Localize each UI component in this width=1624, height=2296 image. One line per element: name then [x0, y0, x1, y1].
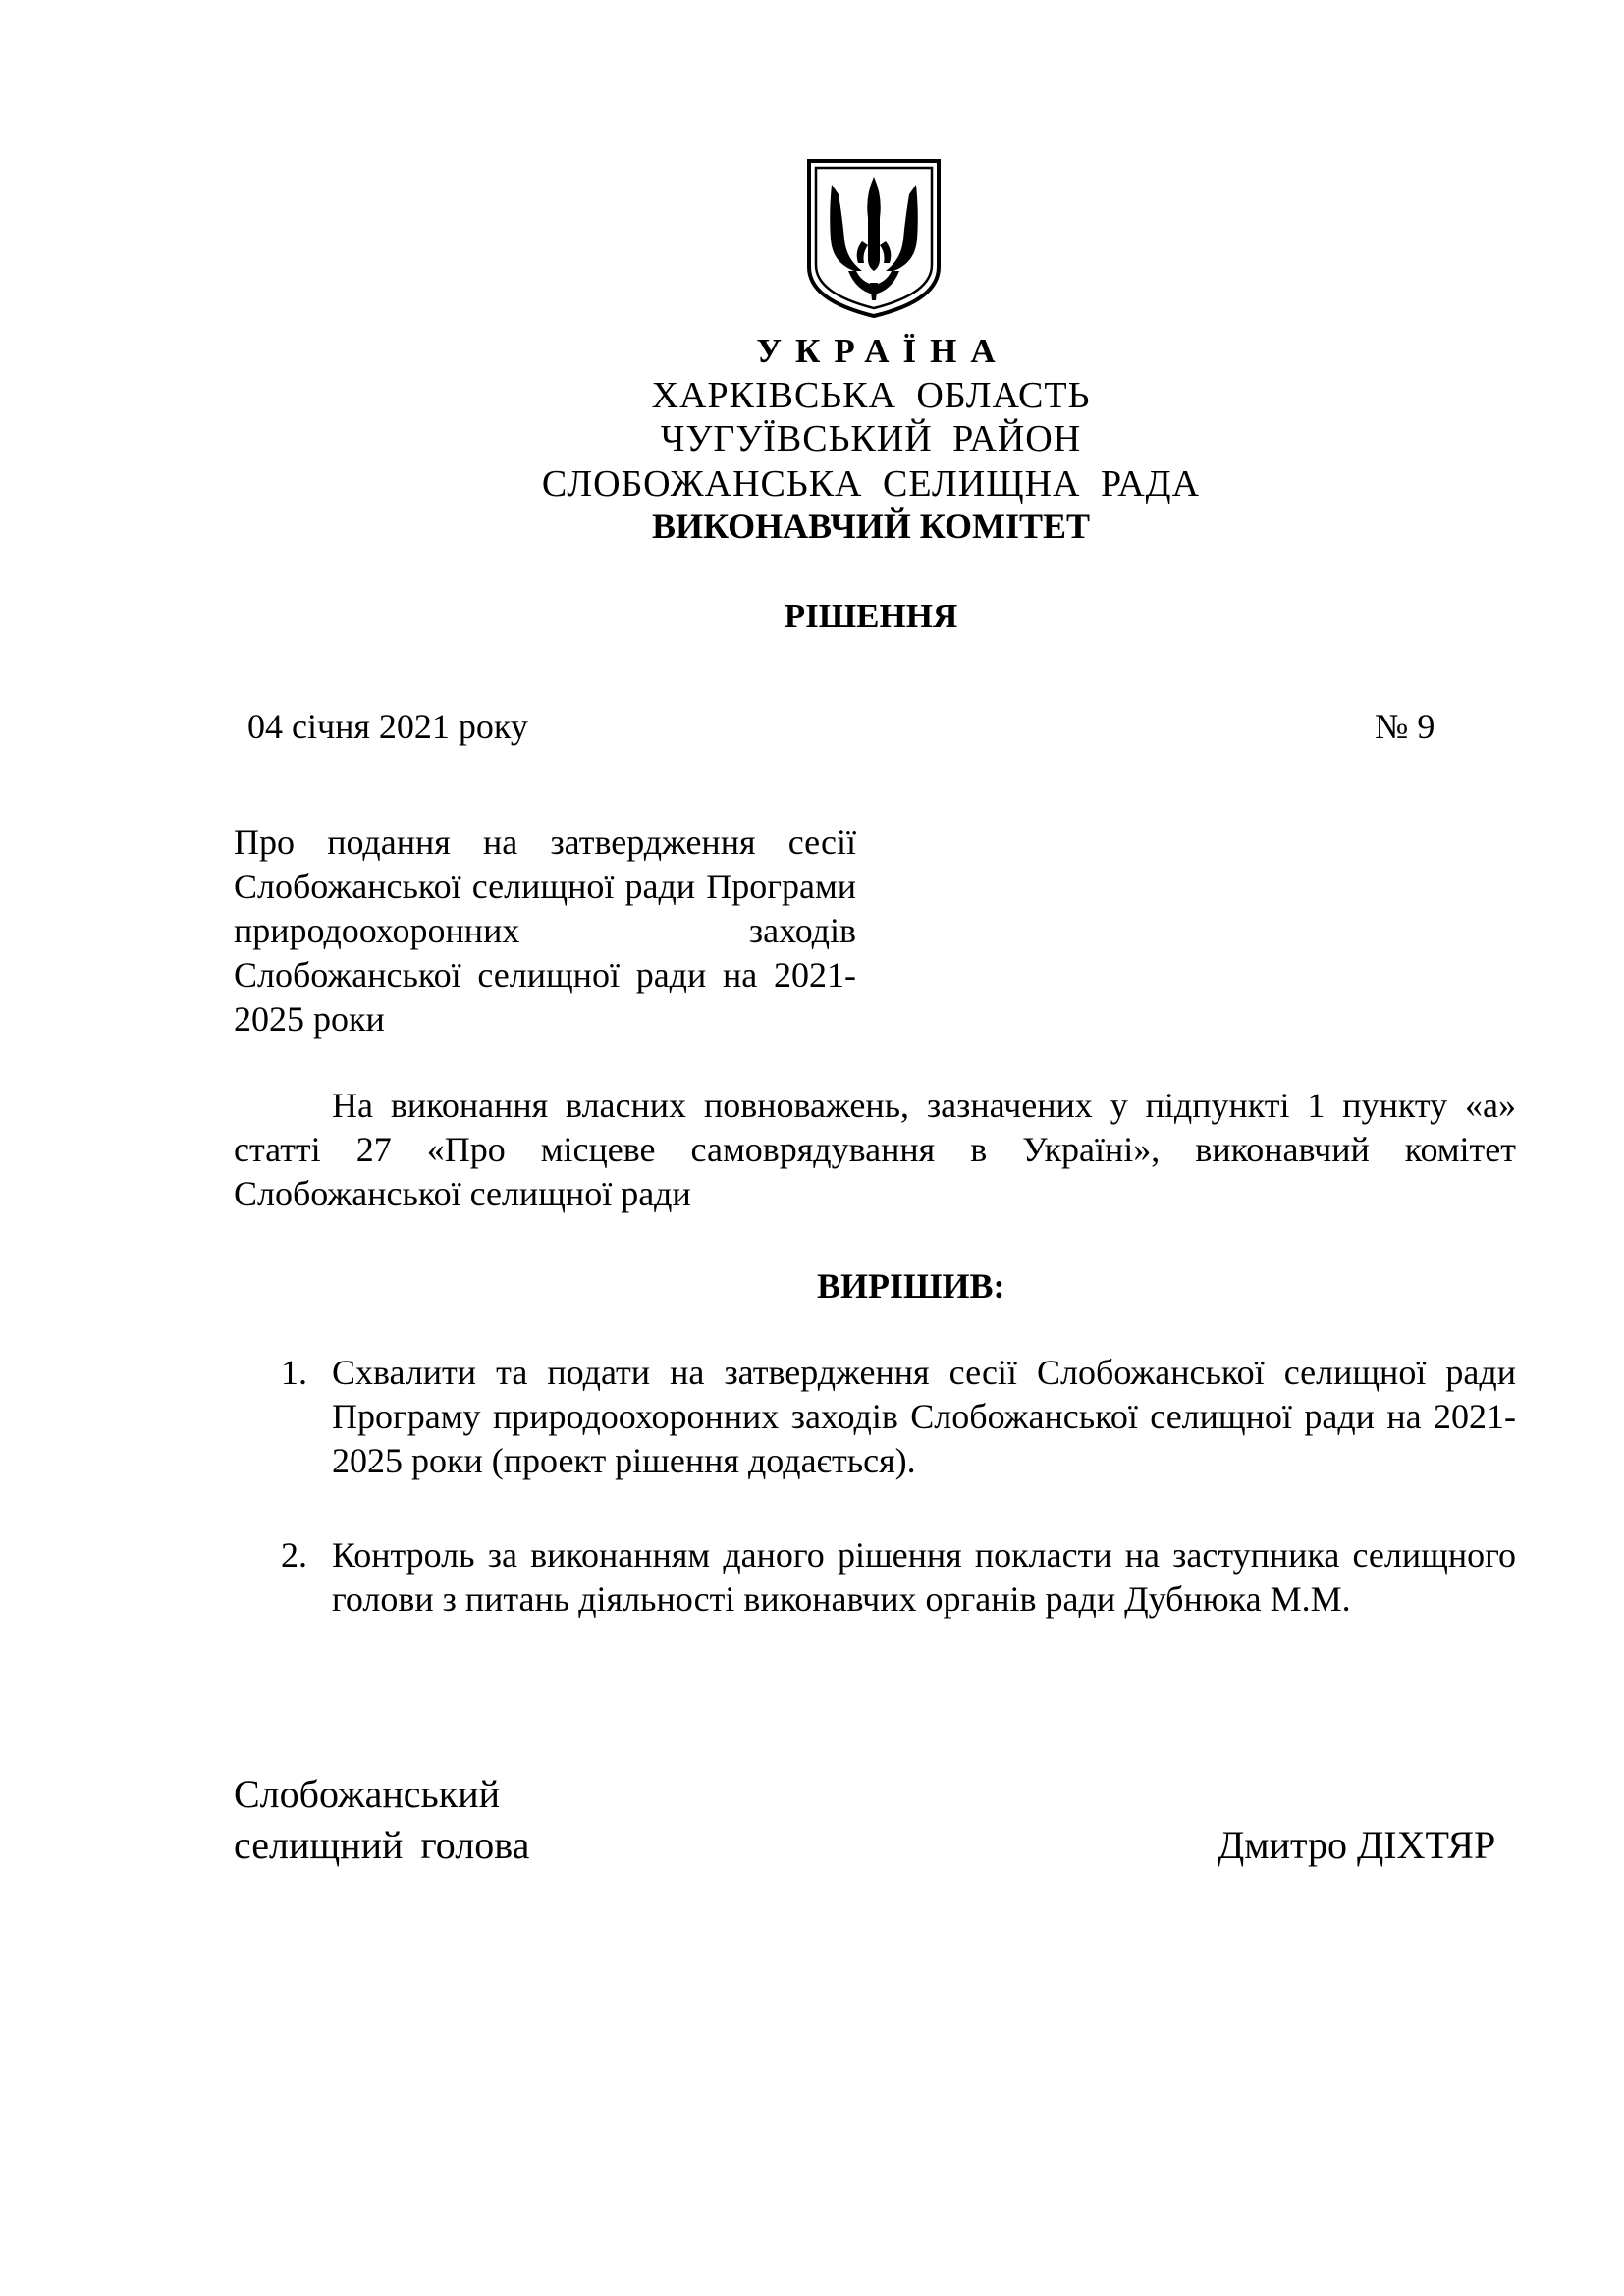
resolved-heading: ВИРІШИВ:: [817, 1266, 1005, 1306]
item-text: Контроль за виконанням даного рішення покласти на заступника селищного голови з питань діяльності виконавчих органів ради Дубнюка М.М.: [332, 1535, 1516, 1619]
item-text: Схвалити та подати на затвердження сесії Слобожанської селищної ради Програму природоохоронних заходів Слобожанської селищної ради на 2021-2025 роки (проект рішення додається).: [332, 1353, 1516, 1480]
decision-number: № 9: [1375, 707, 1435, 746]
preamble-paragraph: На виконання власних повноважень, зазначених у підпункті 1 пункту «а» статті 27 «Про місцеве самоврядування в Україні», виконавчий комітет Слобожанської селищної ради: [234, 1086, 1516, 1213]
signatory-name: Дмитро ДІХТЯР: [1218, 1823, 1496, 1867]
committee-name: ВИКОНАВЧИЙ КОМІТЕТ: [651, 507, 1091, 546]
rayon-name: ЧУГУЇВСЬКИЙ РАЙОН: [660, 418, 1082, 459]
council-name: СЛОБОЖАНСЬКА СЕЛИЩНА РАДА: [541, 463, 1201, 505]
item-number: 2.: [281, 1535, 307, 1575]
signatory-title-line1: Слобожанський: [234, 1772, 501, 1816]
decision-date: 04 січня 2021 року: [247, 707, 528, 746]
document-title: РІШЕННЯ: [784, 597, 958, 635]
item-number: 1.: [281, 1353, 307, 1392]
resolution-item: [281, 1533, 1516, 1622]
resolution-item: [281, 1351, 1516, 1483]
signatory-title-line2: селищний голова: [234, 1823, 530, 1867]
trident-coat-of-arms-icon: [805, 157, 943, 319]
decision-subject: Про подання на затвердження сесії Слобожанської селищної ради Програми природоохоронних заходів Слобожанської селищної ради на 2021-2025 роки: [234, 823, 856, 1039]
country-name: УКРАЇНА: [756, 332, 1009, 370]
oblast-name: ХАРКІВСЬКА ОБЛАСТЬ: [651, 375, 1091, 416]
